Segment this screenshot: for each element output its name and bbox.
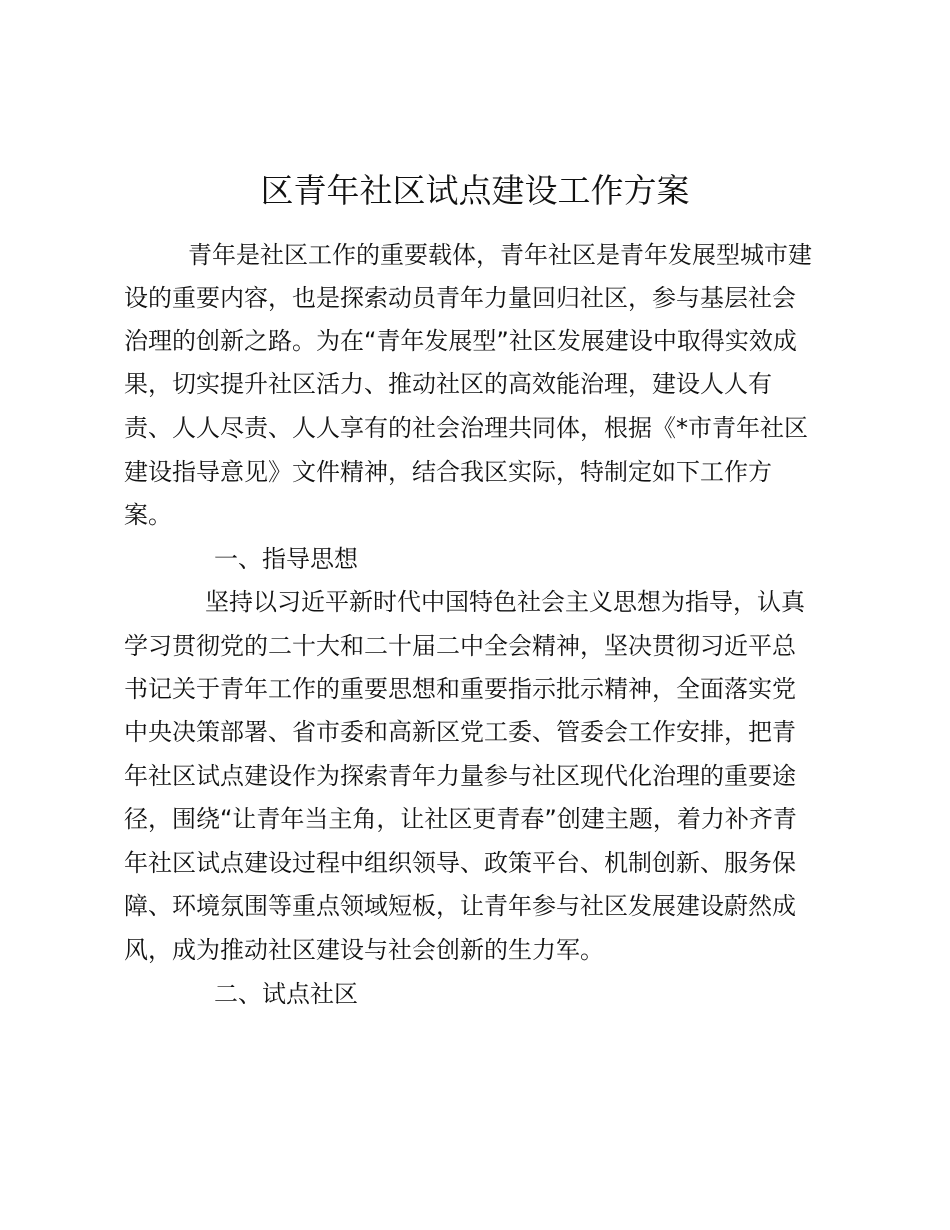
- document-title: 区青年社区试点建设工作方案: [260, 171, 690, 210]
- section1-line: 坚持以习近平新时代中国特色社会主义思想为指导，认真: [205, 588, 805, 616]
- section1-line: 径，围绕“让青年当主角，让社区更青春”创建主题，着力补齐青: [124, 805, 797, 833]
- section1-line: 书记关于青年工作的重要思想和重要指示批示精神，全面落实党: [124, 675, 796, 703]
- section1-line: 中央决策部署、省市委和高新区党工委、管委会工作安排，把青: [124, 718, 796, 746]
- intro-line: 治理的创新之路。为在“青年发展型”社区发展建设中取得实效成: [124, 327, 797, 355]
- section1-line: 年社区试点建设过程中组织领导、政策平台、机制创新、服务保: [124, 849, 796, 877]
- section1-line: 学习贯彻党的二十大和二十届二中全会精神，坚决贯彻习近平总: [124, 632, 796, 660]
- intro-line: 责、人人尽责、人人享有的社会治理共同体，根据《*市青年社区: [124, 414, 808, 442]
- section-heading-pilot-community: 二、试点社区: [214, 980, 358, 1008]
- section1-line: 年社区试点建设作为探索青年力量参与社区现代化治理的重要途: [124, 762, 796, 790]
- intro-line: 设的重要内容，也是探索动员青年力量回归社区，参与基层社会: [124, 284, 796, 312]
- intro-line: 青年是社区工作的重要载体，青年社区是青年发展型城市建: [188, 241, 812, 269]
- section-heading-guiding-ideology: 一、指导思想: [214, 545, 358, 573]
- section1-line: 障、环境氛围等重点领域短板，让青年参与社区发展建设蔚然成: [124, 892, 796, 920]
- intro-line: 建设指导意见》文件精神，结合我区实际，特制定如下工作方: [124, 458, 772, 486]
- intro-line: 果，切实提升社区活力、推动社区的高效能治理，建设人人有: [124, 370, 772, 398]
- intro-line: 案。: [124, 501, 172, 529]
- section1-line: 风，成为推动社区建设与社会创新的生力军。: [124, 936, 604, 964]
